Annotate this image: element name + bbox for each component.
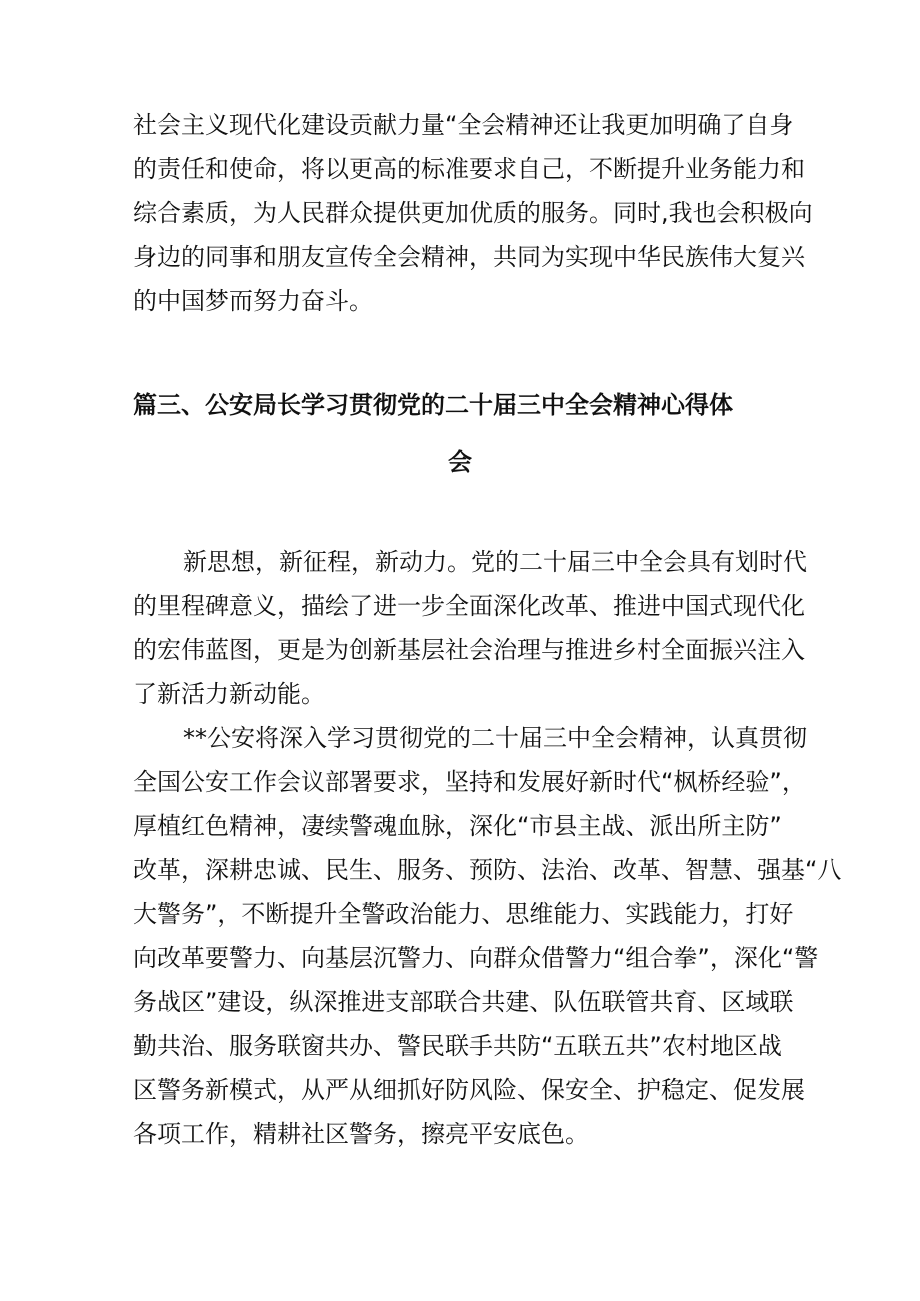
text-line: 大警务”，不断提升全警政治能力、思维能力、实践能力，打好: [133, 900, 794, 928]
text-line: 勤共治、服务联窗共办、警民联手共防“五联五共”农村地区战: [133, 1032, 782, 1060]
text-line: 新思想，新征程，新动力。党的二十届三中全会具有划时代: [183, 548, 807, 576]
text-line: 向改革要警力、向基层沉警力、向群众借警力“组合拳”，深化“警: [133, 944, 819, 972]
text-line: **公安将深入学习贯彻党的二十届三中全会精神，认真贯彻: [183, 724, 807, 752]
text-line: 各项工作，精耕社区警务，擦亮平安底色。: [133, 1120, 589, 1148]
text-line: 改革，深耕忠诚、民生、服务、预防、法治、改革、智慧、强基“八: [133, 856, 842, 884]
text-line: 厚植红色精神，凄续警魂血脉，深化“市县主战、派出所主防”: [133, 812, 782, 840]
body-paragraph-2: [133, 716, 842, 1156]
text-line: 区警务新模式，从严从细抓好防风险、保安全、护稳定、促发展: [133, 1076, 805, 1104]
text-line: 的责任和使命，将以更高的标准要求自己，不断提升业务能力和: [133, 155, 805, 183]
continuation-paragraph: [133, 103, 813, 323]
text-line: 身边的同事和朋友宣传全会精神，共同为实现中华民族伟大复兴: [133, 243, 805, 271]
text-line: 综合素质，为人民群众提供更加优质的服务。同时,我也会积极向: [133, 199, 813, 227]
section-heading-continuation: 会: [448, 448, 472, 476]
text-line: 的中国梦而努力奋斗。: [133, 287, 373, 315]
text-line: 了新活力新动能。: [133, 680, 325, 708]
text-line: 全国公安工作会议部署要求，坚持和发展好新时代“枫桥经验”，: [133, 768, 806, 796]
text-line: 的里程碑意义，描绘了进一步全面深化改革、推进中国式现代化: [133, 592, 805, 620]
body-paragraph-1: [133, 540, 807, 716]
section-heading: 篇三、公安局长学习贯彻党的二十届三中全会精神心得体: [133, 391, 733, 419]
text-line: 的宏伟蓝图，更是为创新基层社会治理与推进乡村全面振兴注入: [133, 636, 805, 664]
text-line: 社会主义现代化建设贡献力量“全会精神还让我更加明确了自身: [133, 111, 794, 139]
text-line: 务战区”建设，纵深推进支部联合共建、队伍联管共育、区域联: [133, 988, 794, 1016]
